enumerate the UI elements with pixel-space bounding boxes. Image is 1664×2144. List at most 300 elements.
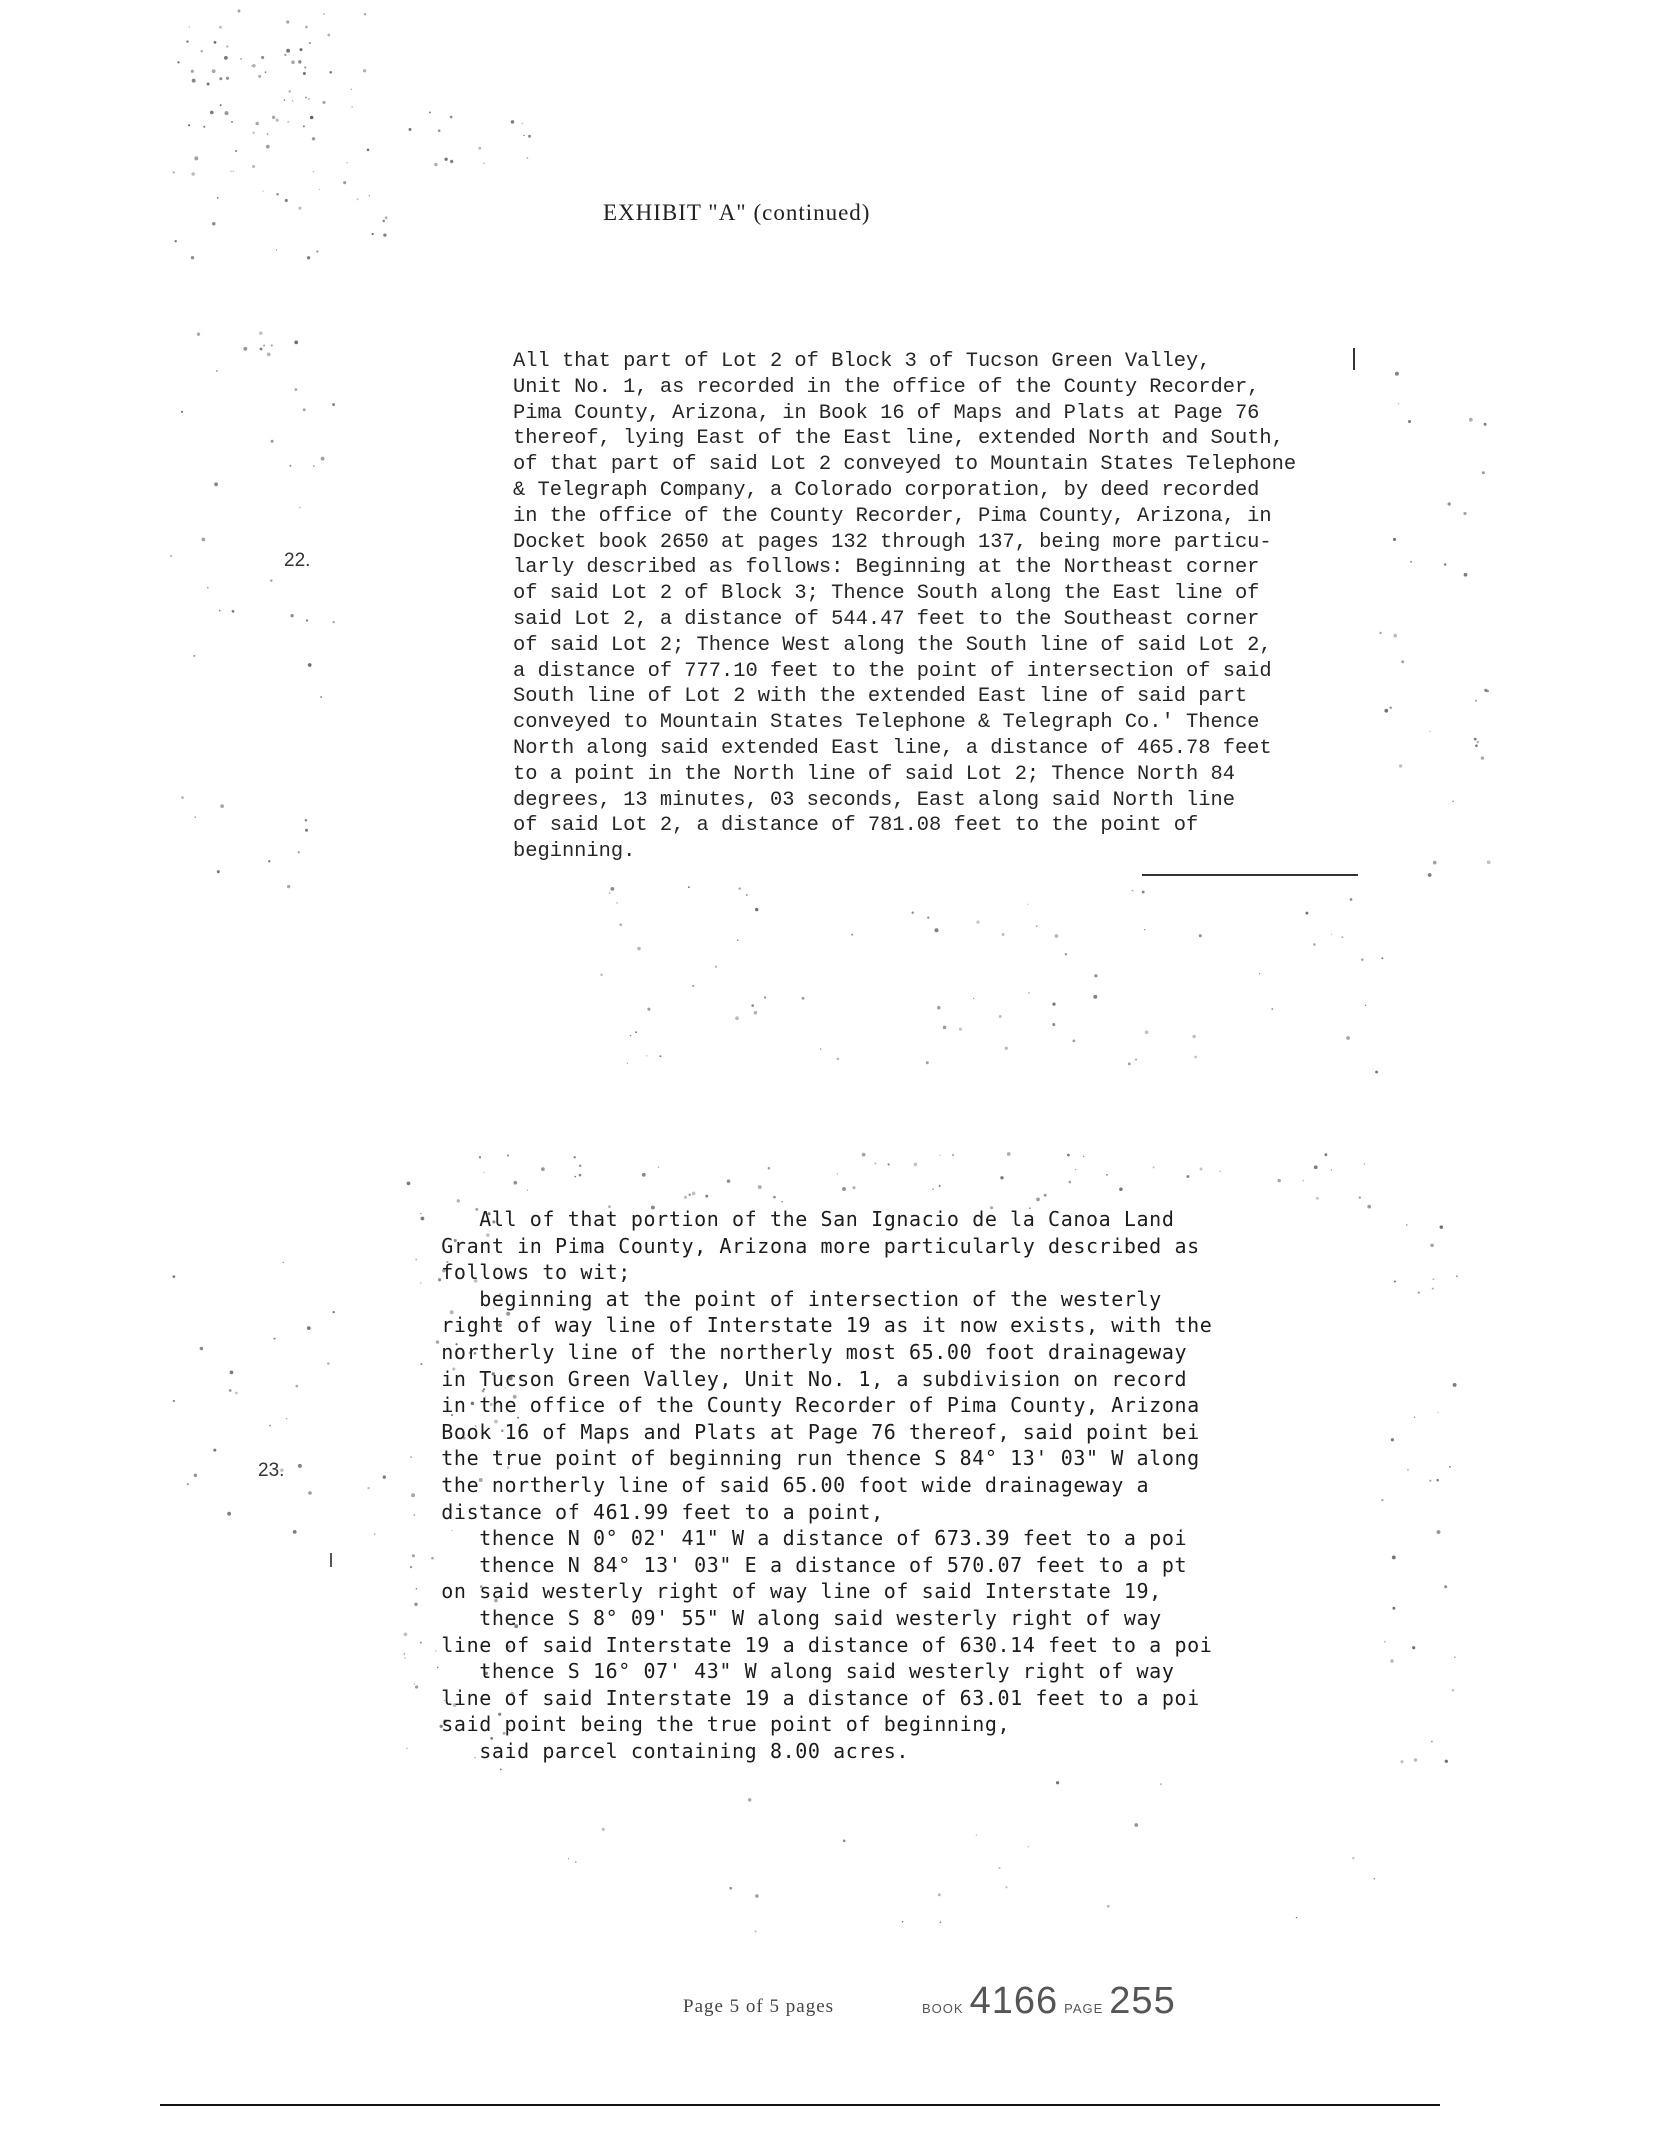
scan-speck [1361, 958, 1364, 961]
scan-speck [935, 928, 939, 932]
scan-speck [659, 1055, 661, 1057]
scan-speck [219, 610, 221, 612]
scan-speck [220, 104, 222, 106]
scan-speck [513, 1181, 517, 1185]
scan-speck [616, 902, 618, 904]
scan-speck [735, 1016, 739, 1020]
scan-speck [1452, 800, 1454, 802]
scan-speck [874, 1162, 876, 1164]
scan-speck [1474, 738, 1477, 741]
scan-speck [952, 1154, 954, 1156]
scan-speck [177, 61, 179, 63]
scan-speck [755, 1930, 757, 1932]
scan-speck [226, 45, 228, 47]
scan-speck [450, 160, 453, 163]
scan-speck [305, 97, 307, 99]
scan-speck [363, 69, 366, 72]
scan-speck [751, 1004, 754, 1007]
scan-speck [684, 1196, 687, 1199]
scan-speck [357, 198, 359, 200]
scan-speck [1259, 973, 1260, 974]
scan-speck [407, 1182, 411, 1186]
scan-speck [1005, 1047, 1008, 1050]
scan-speck [902, 1921, 904, 1923]
scan-speck [286, 49, 290, 53]
scan-speck [294, 388, 297, 391]
scan-speck [369, 195, 370, 196]
scan-speck [1456, 1275, 1458, 1277]
scan-speck [937, 1006, 941, 1010]
scan-speck [1463, 512, 1466, 515]
scan-speck [837, 1058, 840, 1061]
scan-speck [235, 1392, 238, 1395]
scan-speck [411, 1493, 415, 1497]
scan-speck [692, 985, 694, 987]
scan-speck [483, 162, 485, 164]
scan-speck [305, 819, 307, 821]
scan-speck [1002, 933, 1005, 936]
scan-speck [1194, 1056, 1197, 1059]
scan-speck [1432, 1288, 1434, 1290]
scan-speck [755, 1894, 759, 1898]
scan-speck [273, 1338, 275, 1340]
scan-speck [1431, 1741, 1433, 1743]
scan-speck [1153, 1166, 1155, 1168]
scan-speck [414, 1683, 415, 1684]
scan-speck [268, 860, 270, 862]
scan-speck [1350, 898, 1353, 901]
scan-speck [305, 829, 308, 832]
scan-speck [230, 1371, 234, 1375]
scan-speck [1028, 992, 1029, 993]
scan-speck [214, 41, 217, 44]
scan-speck [227, 1512, 231, 1516]
scan-speck [1346, 1036, 1350, 1040]
scan-speck [271, 440, 274, 443]
scan-speck [1075, 1169, 1076, 1170]
scan-speck [1200, 1168, 1203, 1171]
scan-speck [267, 133, 269, 135]
scan-speck [1072, 1039, 1075, 1042]
scan-speck [999, 1015, 1002, 1018]
scan-speck [292, 100, 293, 101]
scan-speck [231, 121, 233, 123]
scan-speck [1341, 936, 1343, 938]
scan-speck [217, 870, 220, 873]
scan-speck [851, 934, 853, 936]
scan-speck [1054, 934, 1058, 938]
scan-speck [332, 403, 335, 406]
scan-speck [309, 42, 311, 44]
scan-speck [262, 190, 263, 191]
scan-speck [313, 465, 315, 467]
scan-speck [232, 610, 235, 613]
scan-speck [1395, 372, 1399, 376]
scan-speck [412, 1554, 415, 1557]
margin-pencil-mark [330, 1553, 332, 1567]
scan-speck [478, 147, 481, 150]
scan-speck [1068, 1181, 1071, 1184]
scan-speck [748, 1798, 751, 1801]
scan-speck [1375, 1071, 1378, 1074]
scan-speck [688, 886, 690, 888]
scan-speck [1384, 709, 1388, 713]
scan-speck [276, 193, 279, 196]
scan-speck [1364, 1163, 1365, 1164]
scan-speck [1067, 1154, 1070, 1157]
scan-speck [1433, 861, 1437, 865]
scan-speck [758, 1185, 762, 1189]
scan-speck [305, 26, 308, 29]
scan-speck [333, 1311, 335, 1313]
scan-speck [303, 408, 306, 411]
scan-speck [1408, 420, 1411, 423]
scan-speck [252, 64, 256, 68]
recording-stamp [922, 1980, 1176, 2023]
scan-speck [284, 99, 285, 100]
section-divider-rule [1142, 874, 1358, 876]
scan-speck [1160, 1783, 1162, 1785]
scan-speck [252, 165, 255, 168]
scan-speck [263, 345, 265, 347]
scan-speck [320, 696, 322, 698]
scan-speck [298, 60, 301, 63]
scan-speck [1199, 934, 1202, 937]
scan-speck [224, 56, 228, 60]
scan-speck [308, 663, 312, 667]
scan-speck [1393, 634, 1397, 638]
scan-speck [1331, 1169, 1332, 1170]
scan-speck [193, 655, 195, 657]
scan-speck [203, 126, 205, 128]
scan-speck [303, 125, 305, 127]
scan-speck [1484, 423, 1487, 426]
scan-speck [261, 56, 264, 59]
scan-speck [1325, 1153, 1328, 1156]
scan-speck [1107, 1905, 1110, 1908]
scan-speck [646, 1055, 647, 1056]
scan-speck [269, 1425, 271, 1427]
scan-speck [372, 233, 374, 235]
scan-speck [291, 60, 295, 64]
scan-speck [308, 98, 310, 100]
scan-speck [235, 150, 237, 152]
parcel-description-22: All that part of Lot 2 of Block 3 of Tucson Green Valley, Unit No. 1, as recorded in the office of the County Recorder, Pima County, Arizona, in Book 16 of Maps and Plats at Page 76 thereof, lying East of the East line, extended North and South, of that part of said Lot 2 conveyed to Mountain States Telephone & Telegraph Company, a Colorado corporation, by deed recorded in the office of the County Recorder, Pima County, Arizona, in Docket book 2650 at pages 132 through 137, being more particu- larly described as follows: Beginning at the Northeast corner of said Lot 2 of Block 3; Thence South along the East line of said Lot 2, a distance of 544.47 feet to the Southeast corner of said Lot 2; Thence West along the South line of said Lot 2, a distance of 777.10 feet to the point of intersection of said South line of Lot 2 with the extended East line of said part conveyed to Mountain States Telephone & Telegraph Co.' Thence North along said extended East line, a distance of 465.78 feet to a point in the North line of said Lot 2; Thence North 84 degrees, 13 minutes, 03 seconds, East along said North line of said Lot 2, a distance of 781.08 feet to the point of beginning. [513, 350, 1297, 864]
scan-speck [1373, 1878, 1375, 1880]
scan-speck [575, 1861, 577, 1863]
scan-speck [188, 124, 190, 126]
scan-speck [630, 1035, 632, 1037]
scan-speck [313, 171, 315, 173]
scan-speck [1142, 891, 1145, 894]
parcel-number-23: 23. [258, 1460, 285, 1481]
scan-speck [1313, 943, 1316, 946]
scan-speck [271, 344, 273, 346]
scan-speck [914, 1163, 918, 1167]
scan-speck [1449, 1466, 1451, 1468]
scan-speck [276, 249, 277, 250]
scan-speck [181, 796, 183, 798]
scan-speck [316, 250, 318, 252]
scan-speck [1464, 573, 1468, 577]
scan-speck [1436, 1479, 1439, 1482]
scan-speck [1271, 1008, 1273, 1010]
scan-speck [329, 71, 332, 74]
scan-speck [220, 804, 224, 808]
scan-speck [1135, 1059, 1137, 1061]
scan-speck [888, 1163, 890, 1165]
scan-speck [1410, 561, 1412, 563]
scan-speck [1314, 1165, 1318, 1169]
scan-speck [927, 916, 929, 918]
scan-speck [862, 1153, 866, 1157]
scan-speck [217, 197, 219, 199]
scan-speck [429, 112, 431, 114]
scan-speck [351, 89, 352, 90]
scan-speck [637, 947, 641, 951]
scan-speck [212, 222, 216, 226]
scan-speck [1119, 1188, 1123, 1192]
scan-speck [998, 1867, 1000, 1869]
scan-speck [186, 40, 188, 42]
scan-speck [647, 1008, 650, 1011]
scan-speck [1475, 744, 1478, 747]
scan-speck [1093, 995, 1097, 999]
scan-speck [230, 171, 231, 172]
scan-speck [319, 189, 320, 190]
book-prefix: BOOK [922, 2001, 964, 2016]
scan-speck [1401, 660, 1404, 663]
scan-speck [1128, 1062, 1131, 1065]
scan-speck [1453, 1383, 1457, 1387]
scan-speck [351, 106, 352, 107]
scan-speck [1278, 1179, 1281, 1182]
scan-speck [611, 887, 615, 891]
scan-speck [194, 816, 196, 818]
scan-speck [1352, 1857, 1354, 1859]
scan-speck [1379, 632, 1381, 634]
scan-speck [939, 1921, 941, 1923]
scan-speck [1132, 890, 1134, 892]
scan-speck [251, 65, 252, 66]
scan-speck [1000, 1176, 1003, 1179]
scan-speck [526, 157, 528, 159]
scan-speck [308, 1491, 312, 1495]
scan-speck [406, 1748, 407, 1749]
scan-speck [201, 50, 203, 52]
scan-speck [1052, 1003, 1055, 1006]
scan-speck [175, 240, 177, 242]
scan-speck [1393, 538, 1396, 541]
scan-speck [1475, 700, 1477, 702]
scan-speck [1083, 1156, 1085, 1158]
scan-speck [1429, 731, 1430, 732]
scan-speck [255, 122, 259, 126]
scan-speck [404, 1653, 406, 1655]
scan-speck [609, 892, 610, 893]
scan-speck [1036, 1198, 1040, 1202]
scan-speck [303, 72, 306, 75]
scan-speck [194, 1474, 197, 1477]
scan-speck [1487, 860, 1491, 864]
scan-speck [1192, 1035, 1195, 1038]
scan-speck [276, 119, 279, 122]
scan-speck [842, 1187, 846, 1191]
scan-speck [434, 163, 437, 166]
scan-speck [404, 1633, 408, 1637]
scan-speck [1469, 418, 1473, 422]
scan-speck [327, 34, 330, 37]
scan-speck [323, 13, 325, 15]
parcel-description-23: All of that portion of the San Ignacio de la Canoa Land Grant in Pima County, Arizona more particularly described as follows to wit; beginning at the point of intersection of the westerly right of way line of Interstate 19 as it now exists, with the northerly line of the northerly most 65.00 foot drainageway in Tucson Green Valley, Unit No. 1, a subdivision on record in the office of the County Recorder of Pima County, Arizona Book 16 of Maps and Plats at Page 76 thereof, said point bei the true point of beginning run thence S 84° 13' 03" W along the northerly line of said 65.00 foot wide drainageway a distance of 461.99 feet to a point, thence N 0° 02' 41" W a distance of 673.39 feet to a poi thence N 84° 13' 03" E a distance of 570.07 feet to a pt on said westerly right of way line of said Interstate 19, thence S 8° 09' 55" W along said westerly right of way line of said Interstate 19 a distance of 630.14 feet to a poi thence S 16° 07' 43" W along said westerly right of way line of said Interstate 19 a distance of 63.01 feet to a poi said point being the true point of beginning, said parcel containing 8.00 acres. [441, 1207, 1213, 1763]
scan-speck [191, 172, 195, 176]
scan-speck [1056, 1781, 1059, 1784]
scan-speck [1305, 912, 1308, 915]
scan-speck [843, 1840, 846, 1843]
scan-speck [959, 1028, 962, 1031]
scan-speck [1482, 471, 1485, 474]
scan-speck [1144, 929, 1145, 930]
scan-speck [939, 1155, 940, 1156]
scan-speck [243, 347, 247, 351]
scan-speck [293, 1530, 297, 1534]
scan-speck [173, 1275, 176, 1278]
scan-speck [290, 614, 293, 617]
scan-speck [286, 20, 289, 23]
scan-speck [507, 1155, 509, 1157]
scan-speck [802, 997, 805, 1000]
scan-speck [579, 1165, 582, 1168]
book-number: 4166 [969, 1980, 1059, 2022]
scan-speck [287, 885, 290, 888]
scan-speck [299, 507, 301, 509]
scan-speck [1134, 1823, 1138, 1827]
scan-speck [191, 256, 194, 259]
scan-speck [1027, 904, 1028, 905]
scan-speck [364, 13, 366, 15]
scan-speck [312, 137, 315, 140]
scan-speck [768, 1167, 771, 1170]
scan-speck [627, 1063, 628, 1064]
scan-speck [1044, 1194, 1047, 1197]
scan-speck [413, 1514, 415, 1516]
scan-speck [298, 851, 300, 853]
scan-speck [635, 1031, 637, 1033]
scan-speck [374, 1533, 376, 1535]
scan-speck [295, 1385, 298, 1388]
scan-speck [715, 966, 718, 969]
scan-speck [260, 348, 263, 351]
scan-speck [284, 54, 286, 56]
scan-speck [1440, 1225, 1444, 1229]
parcel-number-22: 22. [284, 550, 311, 571]
scan-speck [219, 77, 222, 80]
scan-speck [737, 940, 739, 942]
scan-speck [266, 145, 270, 149]
scan-speck [265, 71, 267, 73]
scan-speck [973, 998, 974, 999]
scan-speck [170, 555, 172, 557]
scan-speck [511, 120, 515, 124]
scan-speck [568, 1858, 569, 1859]
scan-speck [483, 1172, 484, 1173]
scan-speck [602, 1828, 605, 1831]
scan-speck [225, 111, 229, 115]
scan-speck [1296, 1917, 1297, 1918]
scan-speck [298, 1464, 302, 1468]
scan-speck [1448, 502, 1451, 505]
scan-speck [267, 352, 271, 356]
scan-speck [192, 79, 196, 83]
scan-speck [764, 996, 766, 998]
scan-speck [1398, 403, 1399, 404]
scan-speck [444, 158, 447, 161]
scan-speck [286, 1418, 288, 1420]
page-count-label: Page 5 of 5 pages [683, 1996, 835, 2017]
scan-speck [1359, 1196, 1361, 1198]
scan-speck [852, 1186, 855, 1189]
scan-speck [1005, 1886, 1007, 1888]
page-prefix: PAGE [1064, 2001, 1104, 2016]
scan-speck [212, 69, 216, 73]
scan-speck [322, 101, 325, 104]
scan-speck [216, 370, 218, 372]
scan-speck [600, 974, 603, 977]
scan-speck [333, 621, 335, 623]
scan-speck [938, 1893, 941, 1896]
scan-speck [1429, 1480, 1431, 1482]
scan-speck [943, 1026, 947, 1030]
scan-speck [976, 1834, 977, 1835]
scan-speck [658, 1167, 660, 1169]
scan-speck [574, 1176, 576, 1178]
scan-speck [573, 1156, 575, 1158]
scan-speck [527, 1190, 528, 1191]
scan-speck [1389, 706, 1392, 709]
scan-speck [307, 256, 310, 259]
scan-speck [523, 135, 524, 136]
scan-speck [226, 77, 229, 80]
scan-speck [1481, 756, 1484, 759]
scan-speck [837, 1173, 838, 1174]
scan-speck [1381, 957, 1383, 959]
scan-speck [270, 579, 272, 581]
scan-speck [383, 1475, 386, 1478]
scan-speck [1445, 1760, 1448, 1763]
scan-speck [1428, 873, 1432, 877]
scan-speck [240, 58, 242, 60]
scan-speck [259, 331, 263, 335]
scan-speck [729, 1887, 732, 1890]
scan-speck [1007, 1152, 1011, 1156]
scan-speck [294, 341, 298, 345]
scan-speck [202, 538, 206, 542]
scan-speck [528, 135, 531, 138]
scan-speck [755, 908, 758, 911]
scan-speck [229, 1389, 232, 1392]
scan-speck [820, 1048, 822, 1050]
scan-speck [258, 75, 261, 78]
scan-speck [1302, 1180, 1304, 1182]
scan-speck [213, 1449, 216, 1452]
scan-speck [410, 1566, 412, 1568]
scan-speck [383, 233, 386, 236]
scan-speck [385, 216, 388, 219]
scan-speck [382, 220, 385, 223]
scan-speck [189, 26, 191, 28]
scan-speck [207, 587, 209, 589]
scan-speck [287, 121, 289, 123]
